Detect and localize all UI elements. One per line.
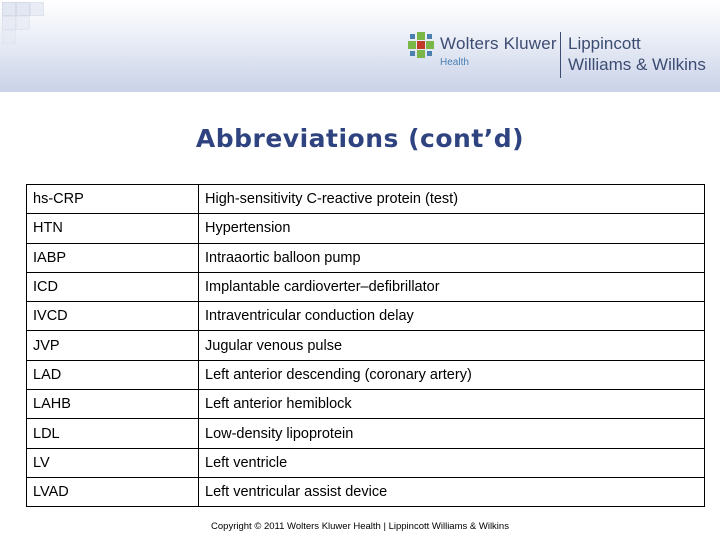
meaning-cell: Intraventricular conduction delay (199, 302, 705, 331)
abbreviation-cell: LV (27, 448, 199, 477)
meaning-cell: Intraaortic balloon pump (199, 243, 705, 272)
meaning-cell: Left anterior hemiblock (199, 390, 705, 419)
table-row (27, 185, 705, 214)
abbreviation-cell: IVCD (27, 302, 199, 331)
meaning-cell: Left ventricular assist device (199, 477, 705, 506)
abbreviations-table (26, 184, 705, 507)
lippincott-logo (568, 33, 706, 75)
table-row (27, 331, 705, 360)
abbreviation-cell: JVP (27, 331, 199, 360)
table-row (27, 477, 705, 506)
table-row (27, 419, 705, 448)
table-row (27, 448, 705, 477)
meaning-cell: Left ventricle (199, 448, 705, 477)
meaning-cell: Jugular venous pulse (199, 331, 705, 360)
slide-title: Abbreviations (cont’d) (195, 124, 525, 153)
table-row (27, 302, 705, 331)
table-row (27, 360, 705, 389)
meaning-cell: Left anterior descending (coronary artery) (199, 360, 705, 389)
abbreviation-cell: LAD (27, 360, 199, 389)
abbreviation-cell: ICD (27, 272, 199, 301)
table-row (27, 243, 705, 272)
wolters-kluwer-emblem-icon (408, 32, 434, 58)
imprint-line-2: Williams & Wilkins (568, 55, 706, 74)
abbreviation-cell: LDL (27, 419, 199, 448)
meaning-cell: Implantable cardioverter–defibrillator (199, 272, 705, 301)
meaning-cell: Low-density lipoprotein (199, 419, 705, 448)
table-row (27, 272, 705, 301)
publisher-division: Health (440, 57, 469, 68)
abbreviation-cell: LVAD (27, 477, 199, 506)
table-row (27, 214, 705, 243)
logo-divider (560, 32, 561, 78)
copyright-notice: Copyright © 2011 Wolters Kluwer Health | Lippincott Williams & Wilkins (211, 521, 509, 532)
abbreviation-cell: HTN (27, 214, 199, 243)
meaning-cell: Hypertension (199, 214, 705, 243)
publisher-name: Wolters Kluwer (440, 34, 557, 53)
abbreviation-cell: IABP (27, 243, 199, 272)
imprint-line-1: Lippincott (568, 34, 641, 53)
table-row (27, 390, 705, 419)
abbreviation-cell: LAHB (27, 390, 199, 419)
meaning-cell: High-sensitivity C-reactive protein (test) (199, 185, 705, 214)
abbreviation-cell: hs-CRP (27, 185, 199, 214)
